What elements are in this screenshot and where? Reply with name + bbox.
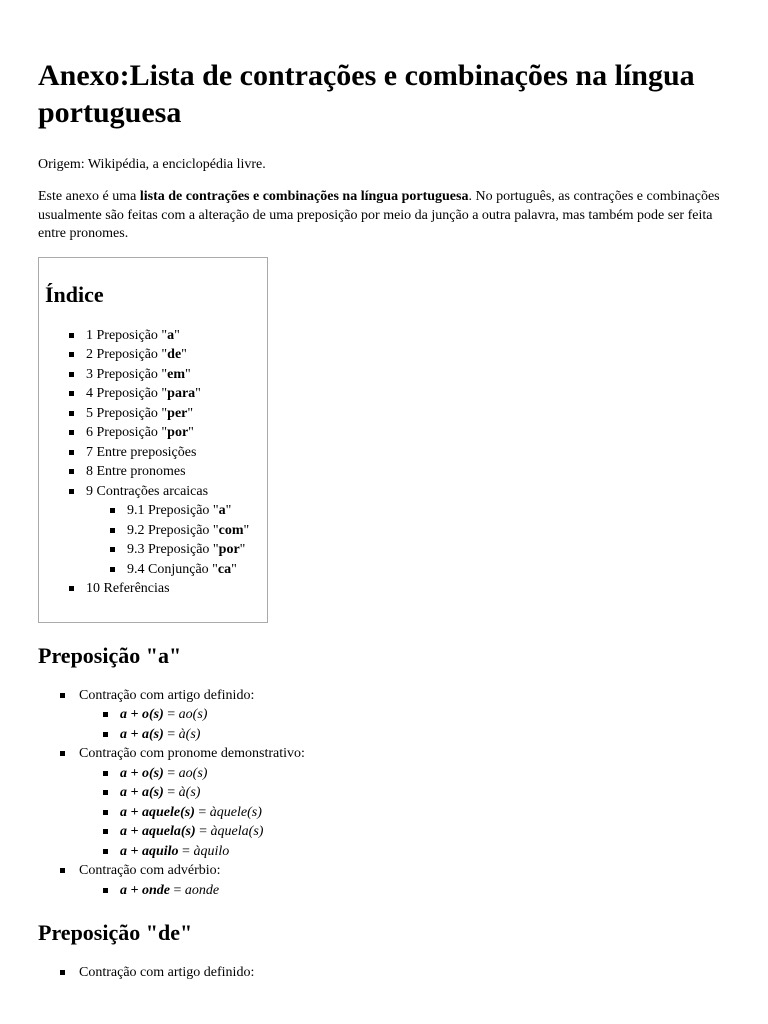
toc-list (45, 326, 267, 599)
section-a-list (38, 686, 738, 901)
toc-item-9[interactable]: 9 Contrações arcaicas 9.1 Preposição "a" 9.2 Preposição "com" 9.3 Preposição "por" 9.4 Conjunção "ca" (45, 482, 267, 580)
table-of-contents (38, 257, 268, 623)
toc-item-6[interactable]: 6 Preposição "por" (45, 423, 267, 443)
toc-item-8[interactable]: 8 Entre pronomes (45, 462, 267, 482)
toc-item-5[interactable]: 5 Preposição "per" (45, 404, 267, 424)
list-item: Contração com advérbio: a + onde = aonde (38, 861, 738, 900)
sublist (79, 764, 738, 862)
toc-item-10[interactable]: 10 Referências (45, 579, 267, 599)
list-item: Contração com pronome demonstrativo: a + o(s) = ao(s) a + a(s) = à(s) a + aquele(s) = àquele(s) a + aquela(s) = àquela(s) a + aquilo = àquilo (38, 744, 738, 861)
list-item: a + o(s) = ao(s) (79, 764, 738, 784)
list-item: a + onde = aonde (79, 881, 738, 901)
section-de-content (38, 963, 738, 983)
section-de-list (38, 963, 738, 983)
section-heading-a: Preposição "a" (38, 642, 182, 668)
toc-item-2[interactable]: 2 Preposição "de" (45, 345, 267, 365)
intro-text-after: . No português, as contrações e combinações usualmente são feitas com a alteração de uma preposição por meio da junção a outra palavra, mas também pode ser feita entre pronomes. (38, 189, 720, 241)
toc-subitem-9-3[interactable]: 9.3 Preposição "por" (86, 540, 267, 560)
list-item: Contração com artigo definido: (38, 963, 738, 983)
intro-text-before: Este anexo é uma (38, 189, 140, 204)
toc-sublist (86, 501, 267, 579)
toc-item-1[interactable]: 1 Preposição "a" (45, 326, 267, 346)
toc-subitem-9-1[interactable]: 9.1 Preposição "a" (86, 501, 267, 521)
list-item: a + aquele(s) = àquele(s) (79, 803, 738, 823)
list-item: a + a(s) = à(s) (79, 725, 738, 745)
toc-item-7[interactable]: 7 Entre preposições (45, 443, 267, 463)
list-item: a + aquela(s) = àquela(s) (79, 822, 738, 842)
sublist (79, 705, 738, 744)
section-heading-de: Preposição "de" (38, 920, 193, 945)
page-title: Anexo:Lista de contrações e combinações na língua portuguesa (38, 59, 695, 129)
list-item: a + o(s) = ao(s) (79, 705, 738, 725)
toc-heading: Índice (45, 281, 104, 307)
intro-bold-text: lista de contrações e combinações na língua portuguesa (139, 189, 469, 204)
list-item: Contração com artigo definido: a + o(s) = ao(s) a + a(s) = à(s) (38, 686, 738, 745)
article (38, 0, 738, 983)
toc-item-4[interactable]: 4 Preposição "para" (45, 384, 267, 404)
sublist (79, 881, 738, 901)
intro-paragraph (38, 188, 733, 244)
toc-item-3[interactable]: 3 Preposição "em" (45, 365, 267, 385)
toc-subitem-9-4[interactable]: 9.4 Conjunção "ca" (86, 560, 267, 580)
origin-line: Origem: Wikipédia, a enciclopédia livre. (38, 157, 266, 172)
toc-subitem-9-2[interactable]: 9.2 Preposição "com" (86, 521, 267, 541)
section-a-content (38, 686, 738, 901)
list-item: a + aquilo = àquilo (79, 842, 738, 862)
list-item: a + a(s) = à(s) (79, 783, 738, 803)
